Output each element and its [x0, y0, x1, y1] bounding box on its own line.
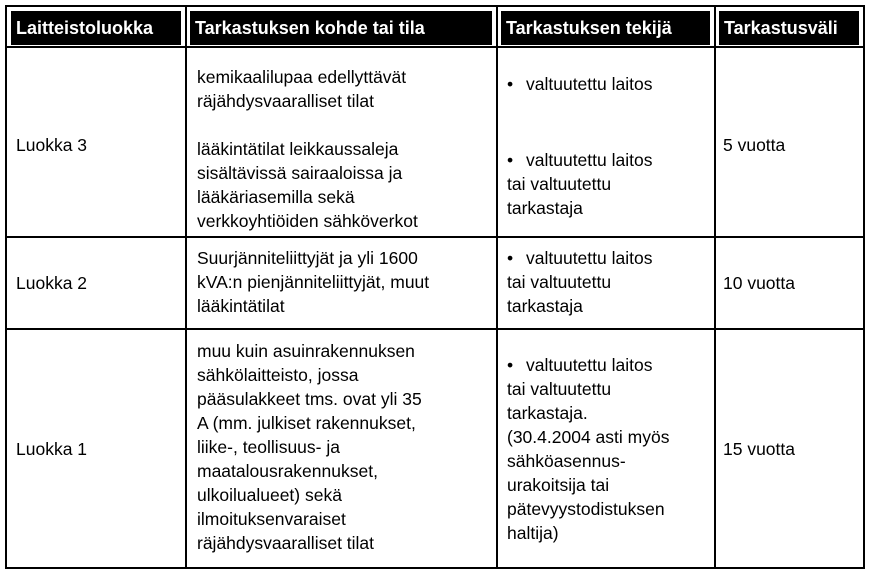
inspector-line: tarkastaja: [507, 296, 583, 316]
target-line: räjähdysvaaralliset tilat: [197, 91, 375, 111]
inspector-line: tai valtuutettu: [507, 272, 612, 292]
inspector-line: sähköasennus-: [507, 451, 626, 471]
target-line: liike-, teollisuus- ja: [197, 437, 340, 457]
inspector-line: valtuutettu laitos: [526, 355, 653, 375]
target-line: räjähdysvaaralliset tilat: [197, 533, 375, 553]
inspector-line: pätevyystodistuksen: [507, 499, 665, 519]
inspector-line: tarkastaja.: [507, 403, 588, 423]
row-divider: [7, 328, 863, 330]
bullet-icon: •: [507, 150, 514, 170]
class-cell: Luokka 3: [16, 135, 88, 155]
interval-cell: 5 vuotta: [723, 135, 786, 155]
inspector-line: valtuutettu laitos: [526, 248, 653, 268]
target-line: lääkintätilat leikkaussaleja: [197, 139, 399, 159]
target-line: Suurjänniteliittyjät ja yli 1600: [197, 248, 418, 268]
inspector-line: tarkastaja: [507, 198, 583, 218]
target-line: lääkintätilat: [197, 296, 285, 316]
bullet-icon: •: [507, 248, 514, 268]
column-divider: [496, 7, 498, 567]
target-line: kemikaalilupaa edellyttävät: [197, 67, 407, 87]
header-inspector: Tarkastuksen tekijä: [501, 11, 710, 45]
inspector-line: (30.4.2004 asti myös: [507, 427, 670, 447]
target-line: verkkoyhtiöiden sähköverkot: [197, 211, 418, 231]
target-line: ulkoilualueet) sekä: [197, 485, 342, 505]
column-divider: [714, 7, 716, 567]
target-line: ilmoituksenvaraiset: [197, 509, 346, 529]
interval-cell: 10 vuotta: [723, 273, 795, 293]
inspector-line: haltija): [507, 523, 559, 543]
row-divider: [7, 236, 863, 238]
inspector-line: valtuutettu laitos: [526, 74, 653, 94]
target-line: sisältävissä sairaaloissa ja: [197, 163, 403, 183]
class-cell: Luokka 1: [16, 439, 88, 459]
bullet-icon: •: [507, 355, 514, 375]
header-divider: [7, 46, 863, 48]
target-line: sähkölaitteisto, jossa: [197, 365, 359, 385]
target-line: muu kuin asuinrakennuksen: [197, 341, 415, 361]
target-line: maatalousrakennukset,: [197, 461, 378, 481]
target-line: A (mm. julkiset rakennukset,: [197, 413, 416, 433]
inspection-table: [5, 5, 865, 569]
header-equipment-class: Laitteistoluokka: [11, 11, 181, 45]
header-inspection-target: Tarkastuksen kohde tai tila: [190, 11, 492, 45]
column-divider: [185, 7, 187, 567]
bullet-icon: •: [507, 74, 514, 94]
inspector-line: valtuutettu laitos: [526, 150, 653, 170]
target-line: lääkäriasemilla sekä: [197, 187, 355, 207]
class-cell: Luokka 2: [16, 273, 88, 293]
target-line: pääsulakkeet tms. ovat yli 35: [197, 389, 422, 409]
inspector-line: tai valtuutettu: [507, 379, 612, 399]
interval-cell: 15 vuotta: [723, 439, 795, 459]
header-interval: Tarkastusväli: [719, 11, 859, 45]
target-line: kVA:n pienjänniteliittyjät, muut: [197, 272, 430, 292]
inspector-line: urakoitsija tai: [507, 475, 610, 495]
inspector-line: tai valtuutettu: [507, 174, 612, 194]
